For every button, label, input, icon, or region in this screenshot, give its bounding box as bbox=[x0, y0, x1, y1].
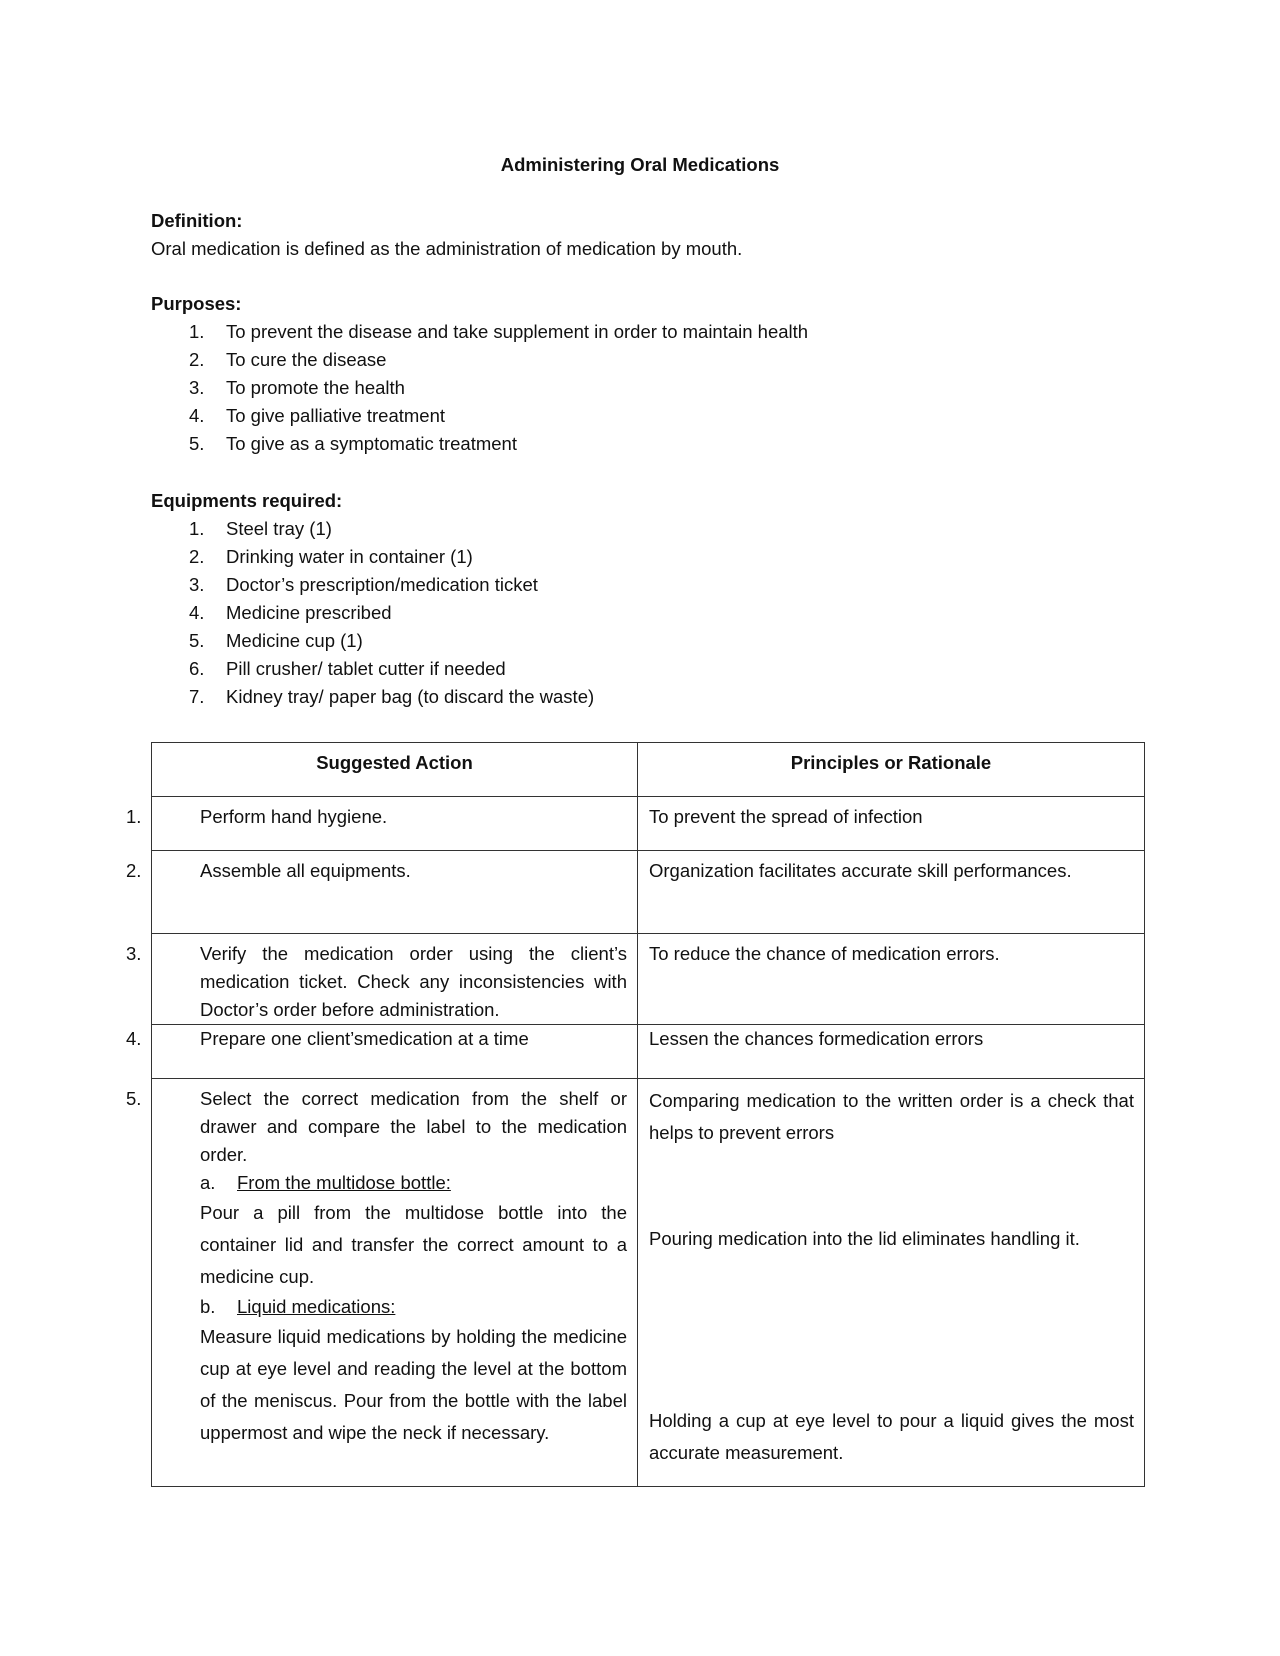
definition-heading: Definition: bbox=[151, 210, 243, 231]
list-item: To prevent the disease and take supplement in order to maintain health bbox=[226, 321, 809, 342]
header-rationale: Principles or Rationale bbox=[638, 743, 1145, 797]
list-item-number: 3. bbox=[189, 377, 205, 398]
list-item-number: 6. bbox=[189, 658, 205, 679]
action-text: Prepare one client’smedication at a time bbox=[200, 1028, 529, 1049]
list-item: To promote the health bbox=[226, 377, 405, 398]
action-text: Verify the medication order using the client’s medication ticket. Check any inconsistencies with Doctor’s order before administration. bbox=[200, 943, 627, 1020]
action-text: Assemble all equipments. bbox=[200, 860, 411, 881]
step-number: 5. bbox=[126, 1088, 142, 1109]
table-row bbox=[152, 934, 1145, 1025]
rationale-text: Lessen the chances formedication errors bbox=[638, 1025, 1145, 1079]
rationale-text: To prevent the spread of infection bbox=[638, 797, 1145, 851]
rationale-text: Comparing medication to the written order is a check that helps to prevent errors bbox=[649, 1090, 1134, 1143]
page-title: Administering Oral Medications bbox=[500, 154, 780, 175]
step-number: 2. bbox=[126, 860, 142, 881]
list-item-number: 5. bbox=[189, 433, 205, 454]
list-item: To give as a symptomatic treatment bbox=[226, 433, 517, 454]
list-item: Kidney tray/ paper bag (to discard the waste) bbox=[226, 686, 595, 707]
rationale-a-text: Pouring medication into the lid eliminates handling it. bbox=[649, 1228, 1080, 1249]
equipments-heading: Equipments required: bbox=[151, 490, 343, 511]
list-item: Medicine cup (1) bbox=[226, 630, 363, 651]
list-item: Doctor’s prescription/medication ticket bbox=[226, 574, 538, 595]
list-item: Medicine prescribed bbox=[226, 602, 392, 623]
list-item-number: 4. bbox=[189, 602, 205, 623]
sub-b-text: Measure liquid medications by holding the medicine cup at eye level and reading the level at the bottom of the meniscus. Pour from the bottle with the label uppermost and wipe the neck if necessary. bbox=[200, 1326, 627, 1443]
list-item-number: 7. bbox=[189, 686, 205, 707]
list-item: To cure the disease bbox=[226, 349, 387, 370]
table-row bbox=[152, 1025, 1145, 1079]
sub-a-text: Pour a pill from the multidose bottle into the container lid and transfer the correct amount to a medicine cup. bbox=[200, 1202, 627, 1287]
definition-text: Oral medication is defined as the administration of medication by mouth. bbox=[151, 238, 743, 259]
rationale-text: To reduce the chance of medication errors. bbox=[638, 934, 1145, 1025]
list-item-number: 2. bbox=[189, 349, 205, 370]
list-item-number: 5. bbox=[189, 630, 205, 651]
list-item-number: 1. bbox=[189, 321, 205, 342]
list-item: Pill crusher/ tablet cutter if needed bbox=[226, 658, 506, 679]
step-number: 3. bbox=[126, 943, 142, 964]
sub-a-label: a. bbox=[200, 1172, 216, 1193]
header-suggested-action: Suggested Action bbox=[152, 743, 638, 797]
list-item-number: 1. bbox=[189, 518, 205, 539]
rationale-b-text: Holding a cup at eye level to pour a liquid gives the most accurate measurement. bbox=[649, 1410, 1134, 1463]
table-row bbox=[152, 797, 1145, 851]
sub-a-title: From the multidose bottle: bbox=[237, 1172, 451, 1193]
action-text: Select the correct medication from the shelf or drawer and compare the label to the medication order. bbox=[200, 1088, 627, 1165]
step-number: 1. bbox=[126, 806, 142, 827]
table-row bbox=[152, 1079, 1145, 1487]
procedure-table bbox=[126, 742, 1145, 1487]
sub-b-label: b. bbox=[200, 1296, 216, 1317]
step-number: 4. bbox=[126, 1028, 142, 1049]
purposes-heading: Purposes: bbox=[151, 293, 242, 314]
list-item-number: 2. bbox=[189, 546, 205, 567]
list-item: Steel tray (1) bbox=[226, 518, 332, 539]
list-item-number: 3. bbox=[189, 574, 205, 595]
list-item: To give palliative treatment bbox=[226, 405, 446, 426]
rationale-text: Organization facilitates accurate skill performances. bbox=[638, 851, 1145, 934]
list-item-number: 4. bbox=[189, 405, 205, 426]
table-row bbox=[152, 851, 1145, 934]
list-item: Drinking water in container (1) bbox=[226, 546, 473, 567]
action-text: Perform hand hygiene. bbox=[200, 806, 388, 827]
sub-b-title: Liquid medications: bbox=[237, 1296, 396, 1317]
